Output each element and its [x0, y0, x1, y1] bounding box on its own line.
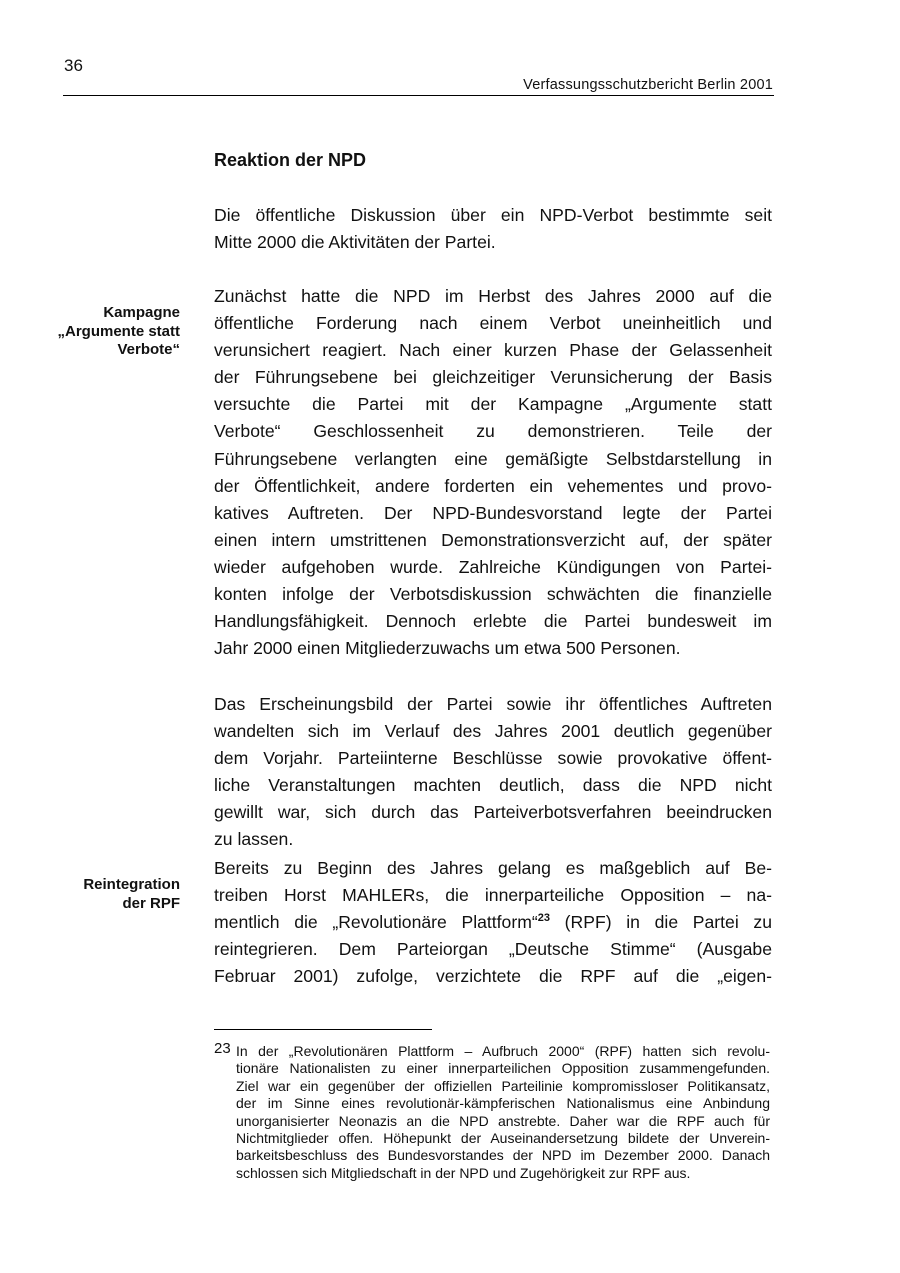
- sidenote-line: Kampagne: [103, 304, 180, 321]
- paragraph-4: [214, 855, 772, 990]
- text-line: liche Veranstaltungen machten deutlich, dass die NPD nicht: [214, 775, 772, 796]
- text-line: der Führungsebene bei gleichzeitiger Verunsicherung der Basis: [214, 367, 772, 388]
- sidenote-kampagne: [57, 304, 180, 360]
- text-line: Zunächst hatte die NPD im Herbst des Jahres 2000 auf die: [214, 286, 772, 306]
- text-line: barkeitsbeschluss des Bundesvorstandes der NPD im Dezember 2000. Danach: [236, 1147, 770, 1164]
- paragraph-3: [214, 691, 772, 854]
- running-header: Verfassungsschutzbericht Berlin 2001: [523, 77, 773, 93]
- text-line: Führungsebene verlangten eine gemäßigte Selbstdarstellung in: [214, 448, 772, 469]
- text-line: öffentliche Forderung nach einem Verbot uneinheitlich und: [214, 313, 772, 334]
- text-line: zu lassen.: [214, 829, 294, 850]
- text-line: [214, 909, 772, 936]
- paragraph-1: [214, 202, 772, 256]
- page-number: 36: [64, 56, 83, 75]
- footnote-number: 23: [214, 1040, 231, 1057]
- text-line: der Öffentlichkeit, andere forderten ein vehementes und provo-: [214, 475, 772, 496]
- text-line: Bereits zu Beginn des Jahres gelang es maßgeblich auf Be-: [214, 858, 772, 878]
- sidenote-reintegration: [83, 876, 180, 913]
- text-line: versuchte die Partei mit der Kampagne „Argumente statt: [214, 394, 772, 415]
- header-rule: [63, 95, 774, 96]
- text-line: gewillt war, sich durch das Parteiverbotsverfahren beeindrucken: [214, 802, 772, 823]
- text-line: schlossen sich Mitgliedschaft in der NPD und Zugehörigkeit zur RPF aus.: [236, 1164, 691, 1181]
- footnote-rule: [214, 1029, 432, 1030]
- text-line: Das Erscheinungsbild der Partei sowie ihr öffentliches Auftreten: [214, 694, 772, 714]
- text-line: dem Vorjahr. Parteiinterne Beschlüsse sowie provokative öffent-: [214, 748, 772, 769]
- text-line: katives Auftreten. Der NPD-Bundesvorstand legte der Partei: [214, 502, 772, 523]
- text-line: Verbote“ Geschlossenheit zu demonstrieren. Teile der: [214, 421, 772, 442]
- text-line: wandelten sich im Verlauf des Jahres 2001 deutlich gegenüber: [214, 721, 772, 742]
- text-line: reintegrieren. Dem Parteiorgan „Deutsche Stimme“ (Ausgabe: [214, 939, 772, 960]
- text-line: In der „Revolutionären Plattform – Aufbruch 2000“ (RPF) hatten sich revolu-: [236, 1043, 770, 1059]
- sidenote-line: der RPF: [122, 894, 180, 912]
- text-line: Ziel war ein gegenüber der offiziellen Parteilinie kompromissloser Politikansatz,: [236, 1077, 770, 1094]
- text-line: Mitte 2000 die Aktivitäten der Partei.: [214, 232, 496, 253]
- footnote-text: [236, 1043, 770, 1182]
- text-line: Nichtmitglieder offen. Höhepunkt der Auseinandersetzung bildete der Unverein-: [236, 1130, 770, 1147]
- text-line: Handlungsfähigkeit. Dennoch erlebte die Partei bundesweit im: [214, 611, 772, 632]
- text-line: Die öffentliche Diskussion über ein NPD-Verbot bestimmte seit: [214, 205, 772, 225]
- text-line: Februar 2001) zufolge, verzichtete die RPF auf die „eigen-: [214, 966, 772, 987]
- text-line: einen intern umstrittenen Demonstrationsverzicht auf, der später: [214, 529, 772, 550]
- text-line: treiben Horst MAHLERs, die innerparteiliche Opposition – na-: [214, 885, 772, 906]
- text-line: tionäre Nationalisten zu einer innerparteilichen Opposition zusammengefunden.: [236, 1060, 770, 1077]
- text-fragment: (RPF) in die Partei zu: [564, 912, 773, 933]
- footnote-reference[interactable]: 23: [537, 912, 550, 925]
- section-heading: Reaktion der NPD: [214, 150, 367, 170]
- text-line: unorganisierter Neonazis an die NPD anstrebte. Daher war die RPF auch für: [236, 1112, 770, 1129]
- sidenote-line: Verbote“: [117, 341, 180, 358]
- text-line: verunsichert reagiert. Nach einer kurzen Phase der Gelassenheit: [214, 340, 772, 361]
- sidenote-line: „Argumente statt: [57, 322, 180, 340]
- paragraph-2: [214, 283, 772, 662]
- sidenote-line: Reintegration: [83, 876, 180, 893]
- text-fragment: mentlich die „Revolutionäre Plattform“: [214, 912, 538, 933]
- text-line: Jahr 2000 einen Mitgliederzuwachs um etwa 500 Personen.: [214, 638, 681, 659]
- text-line: der im Sinne eines revolutionär-kämpferischen Nationalismus eine Anbindung: [236, 1095, 770, 1112]
- text-line: wieder aufgehoben wurde. Zahlreiche Kündigungen von Partei-: [214, 556, 772, 577]
- text-line: konten infolge der Verbotsdiskussion schwächten die finanzielle: [214, 584, 772, 605]
